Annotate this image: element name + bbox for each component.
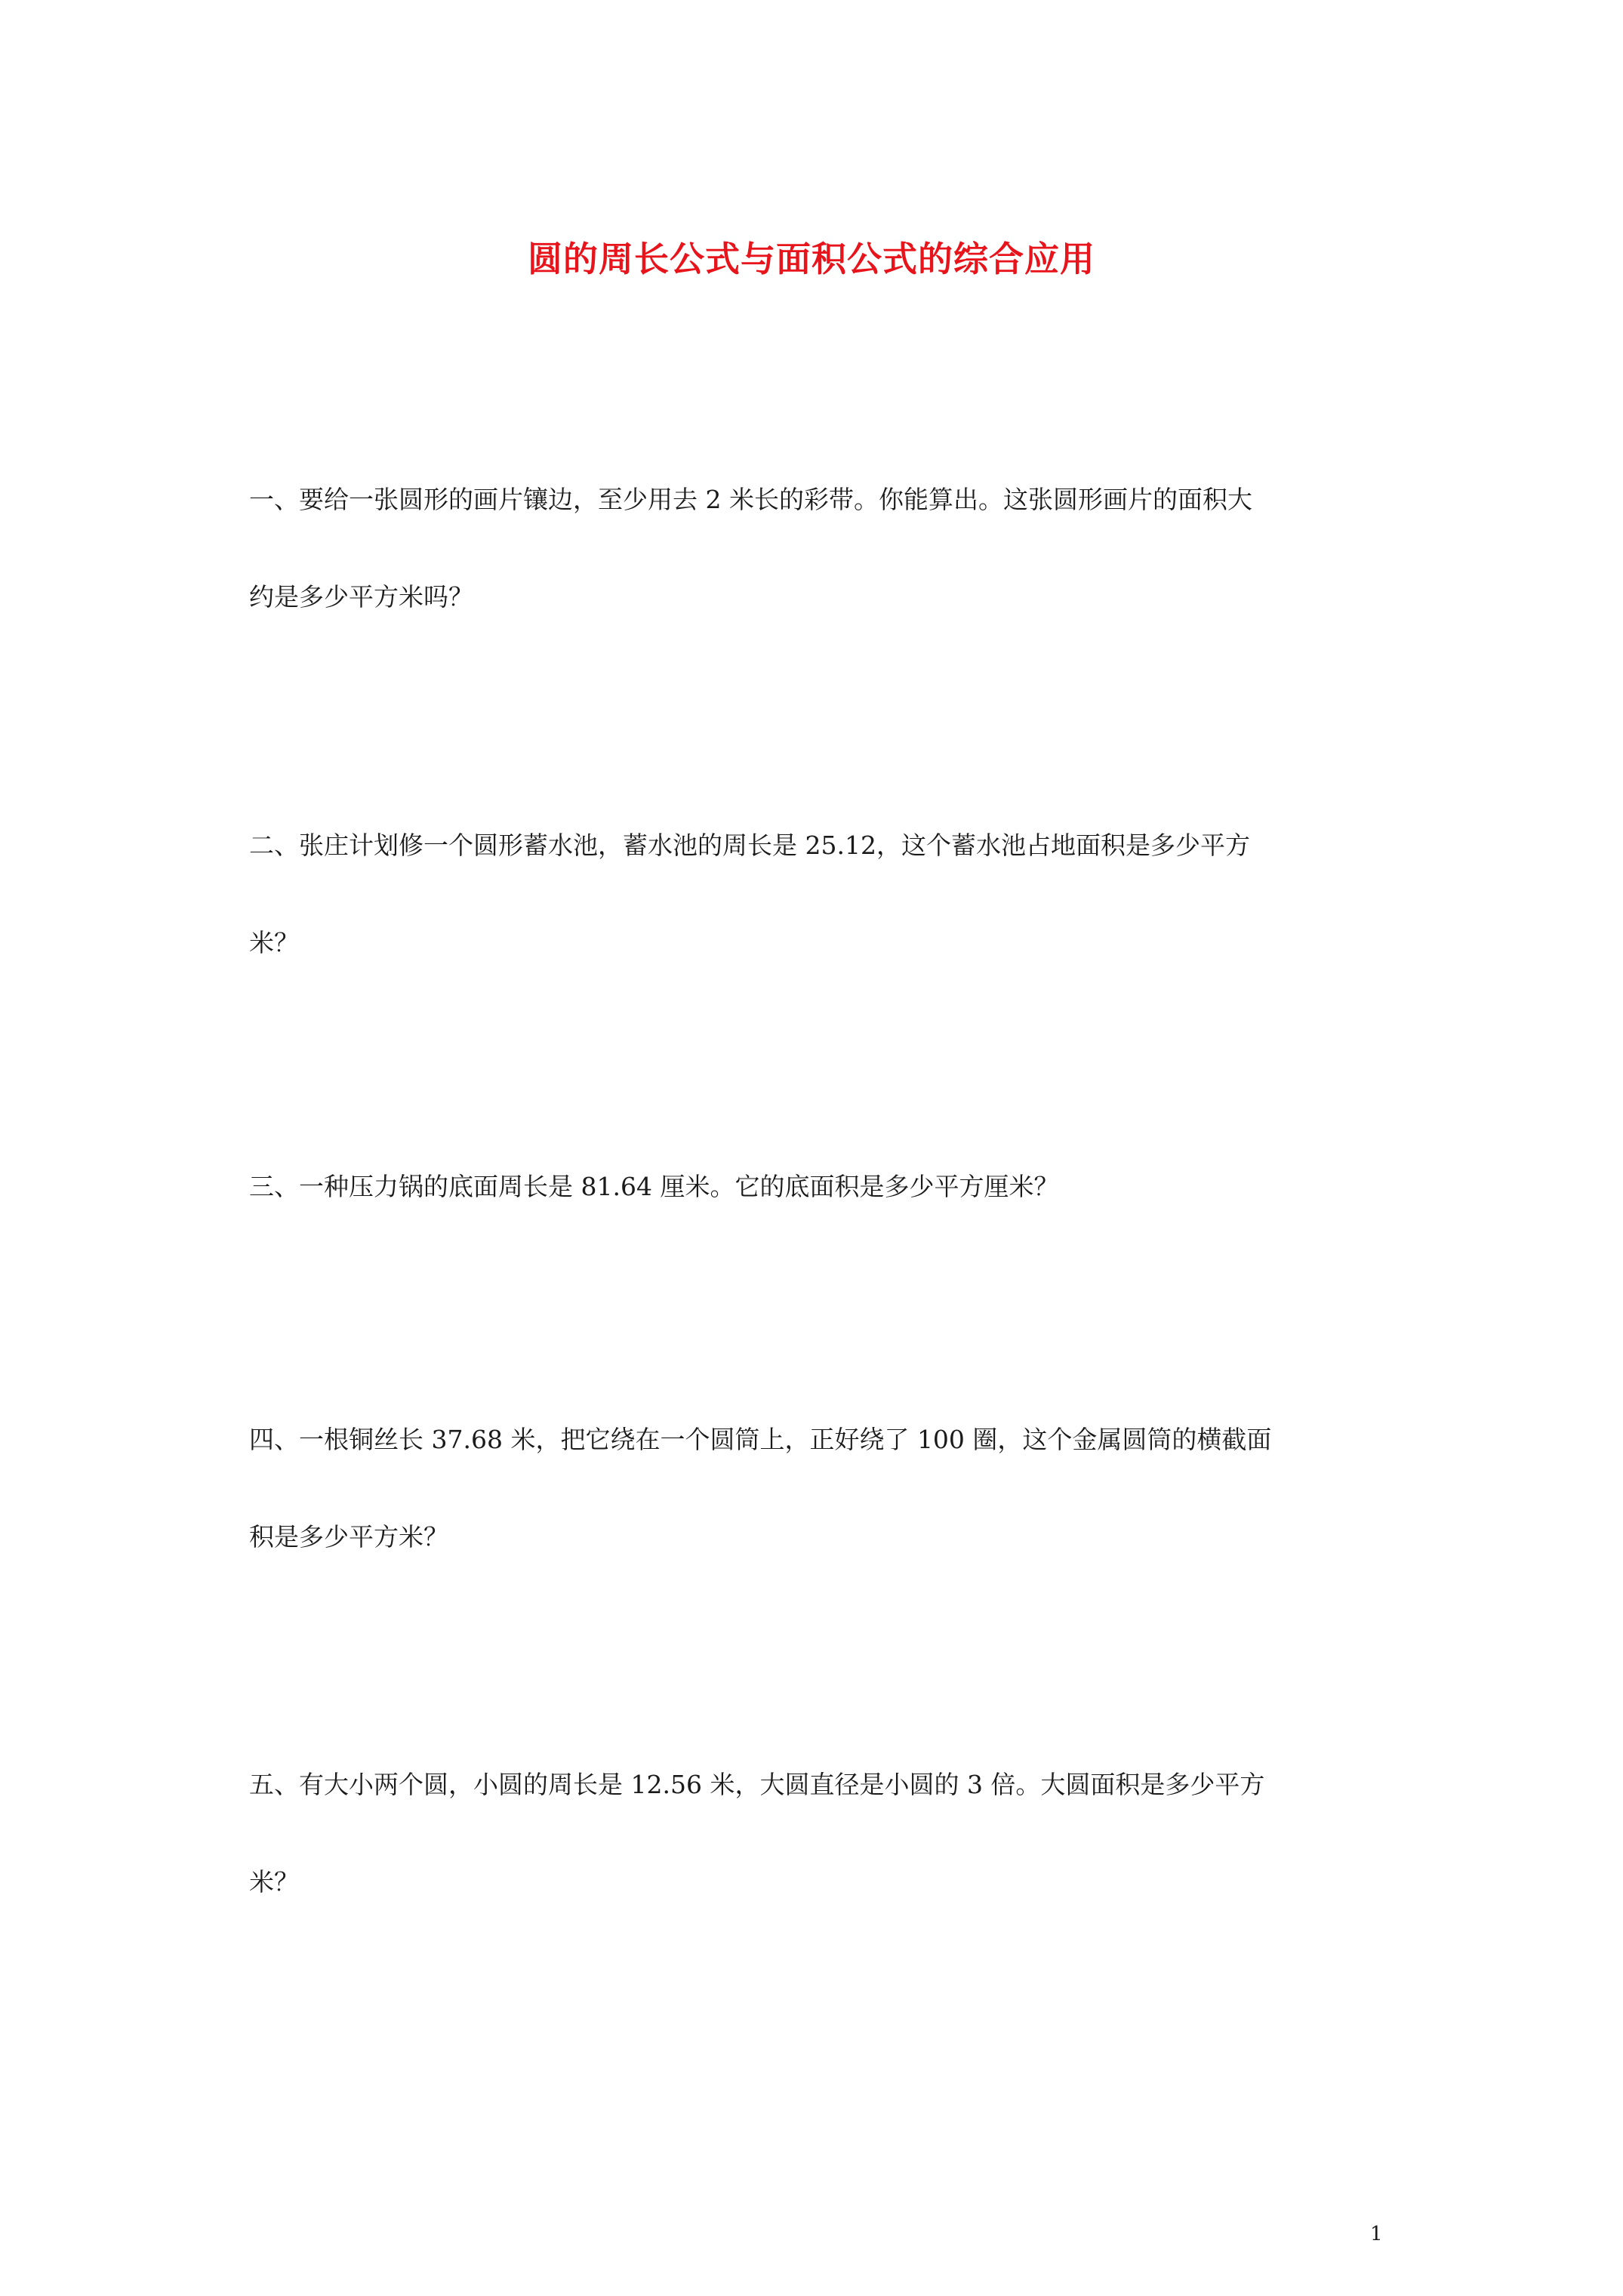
page-title: 圆的周长公式与面积公式的综合应用 xyxy=(528,238,1095,279)
page-number: 1 xyxy=(1370,2223,1383,2245)
question-3 xyxy=(249,1166,1389,1207)
question-5 xyxy=(249,1764,1389,1903)
question-5-line-2: 米？ xyxy=(249,1867,299,1897)
question-3-line-1: 三、一种压力锅的底面周长是 81.64 厘米。它的底面积是多少平方厘米？ xyxy=(249,1172,1059,1201)
question-2 xyxy=(249,825,1389,963)
question-1-line-1: 一、要给一张圆形的画片镶边，至少用去 2 米长的彩带。你能算出。这张圆形画片的面积大 xyxy=(249,485,1252,514)
question-4-line-2: 积是多少平方米？ xyxy=(249,1522,448,1552)
question-4 xyxy=(249,1419,1389,1558)
question-2-line-1: 二、张庄计划修一个圆形蓄水池，蓄水池的周长是 25.12，这个蓄水池占地面积是多少平方 xyxy=(249,831,1250,860)
question-5-line-1: 五、有大小两个圆，小圆的周长是 12.56 米，大圆直径是小圆的 3 倍。大圆面积是多少平方 xyxy=(249,1770,1265,1799)
question-1-line-2: 约是多少平方米吗？ xyxy=(249,582,473,612)
question-4-line-1: 四、一根铜丝长 37.68 米，把它绕在一个圆筒上，正好绕了 100 圈，这个金属圆筒的横截面 xyxy=(249,1425,1272,1454)
question-1 xyxy=(249,479,1389,618)
question-2-line-2: 米？ xyxy=(249,928,299,957)
